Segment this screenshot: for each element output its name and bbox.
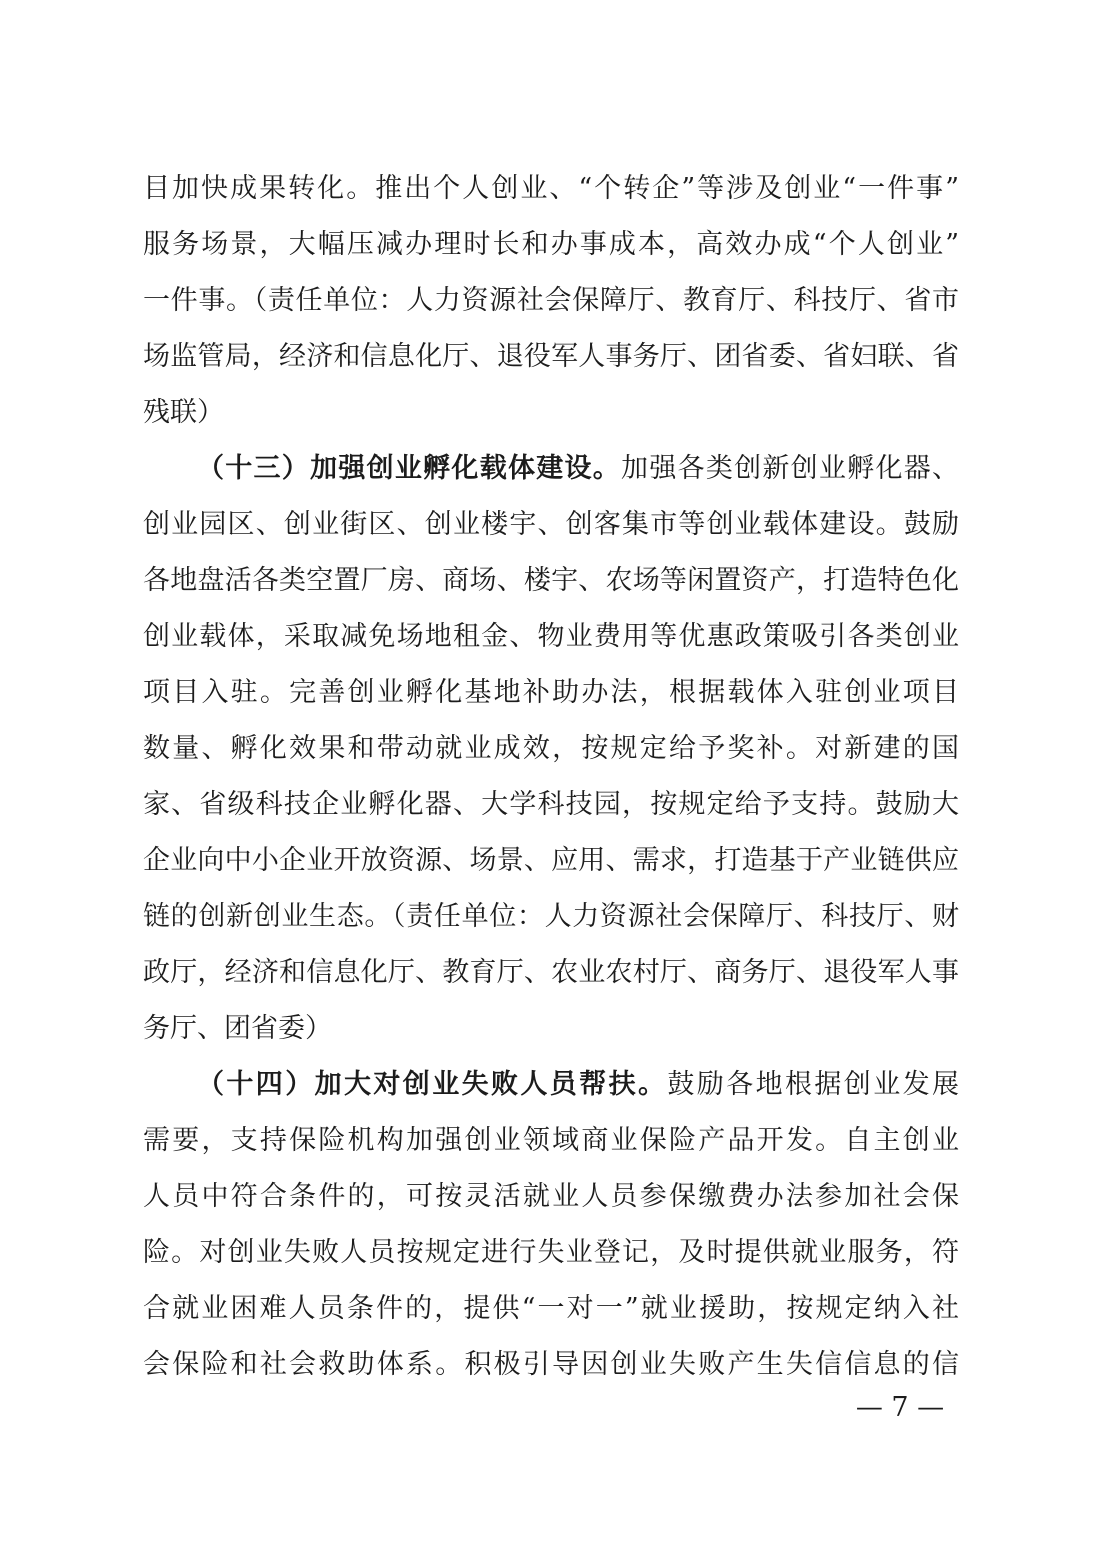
text-line: 会保险和社会救助体系。积极引导因创业失败产生失信信息的信 <box>143 1349 959 1380</box>
text-line: 务厅、团省委） <box>143 1013 332 1044</box>
section-13-first-line-text: 加强各类创新创业孵化器、 <box>621 453 959 484</box>
text-line: 险。对创业失败人员按规定进行失业登记，及时提供就业服务，符 <box>143 1237 959 1268</box>
text-line: 家、省级科技企业孵化器、大学科技园，按规定给予支持。鼓励大 <box>143 789 959 820</box>
text-line: 数量、孵化效果和带动就业成效，按规定给予奖补。对新建的国 <box>143 733 959 764</box>
page-number: — 7 — <box>855 1392 945 1423</box>
section-14-first-line <box>197 1065 959 1105</box>
text-line: 项目入驻。完善创业孵化基地补助办法，根据载体入驻创业项目 <box>143 677 959 708</box>
section-14-heading: （十四）加大对创业失败人员帮扶。 <box>197 1069 668 1100</box>
section-13-first-line <box>197 449 959 489</box>
text-line: 目加快成果转化。推出个人创业、“个转企”等涉及创业“一件事” <box>143 173 959 204</box>
section-13-heading: （十三）加强创业孵化载体建设。 <box>197 453 622 484</box>
section-14-first-line-text: 鼓励各地根据创业发展 <box>667 1069 959 1100</box>
text-line: 链的创新创业生态。（责任单位：人力资源社会保障厅、科技厅、财 <box>143 901 959 932</box>
text-line: 服务场景，大幅压减办理时长和办事成本，高效办成“个人创业” <box>143 229 959 260</box>
text-line: 企业向中小企业开放资源、场景、应用、需求，打造基于产业链供应 <box>143 845 959 876</box>
text-line: 需要，支持保险机构加强创业领域商业保险产品开发。自主创业 <box>143 1125 959 1156</box>
text-line: 政厅，经济和信息化厅、教育厅、农业农村厅、商务厅、退役军人事 <box>143 957 959 988</box>
text-line: 场监管局，经济和信息化厅、退役军人事务厅、团省委、省妇联、省 <box>143 341 959 372</box>
text-line: 人员中符合条件的，可按灵活就业人员参保缴费办法参加社会保 <box>143 1181 959 1212</box>
text-line: 创业载体，采取减免场地租金、物业费用等优惠政策吸引各类创业 <box>143 621 959 652</box>
text-line: 合就业困难人员条件的，提供“一对一”就业援助，按规定纳入社 <box>143 1293 959 1324</box>
text-line: 一件事。（责任单位：人力资源社会保障厅、教育厅、科技厅、省市 <box>143 285 959 316</box>
text-line: 各地盘活各类空置厂房、商场、楼宇、农场等闲置资产，打造特色化 <box>143 565 959 596</box>
text-line: 创业园区、创业街区、创业楼宇、创客集市等创业载体建设。鼓励 <box>143 509 959 540</box>
text-line: 残联） <box>143 397 224 428</box>
